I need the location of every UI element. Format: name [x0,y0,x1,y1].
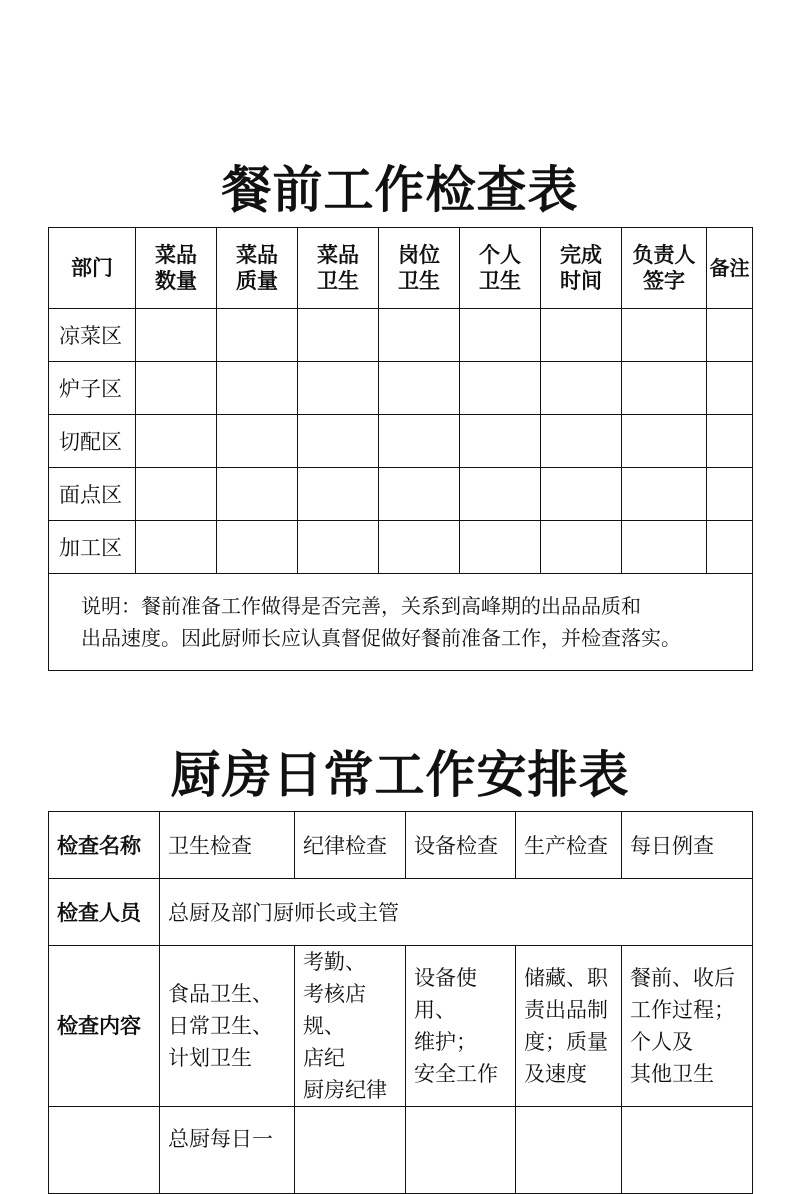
empty-cell[interactable] [460,309,541,362]
empty-cell[interactable] [622,309,707,362]
table-row [49,521,753,574]
row-label: 检查内容 [49,946,160,1107]
empty-cell[interactable] [136,415,217,468]
table-row [49,415,753,468]
header-cell: 菜品 数量 [136,228,217,309]
empty-cell[interactable] [136,362,217,415]
check-name-cell: 设备检查 [406,812,516,879]
empty-cell[interactable] [707,309,753,362]
header-cell: 部门 [49,228,136,309]
row-label [49,1107,160,1194]
empty-cell[interactable] [136,309,217,362]
empty-cell[interactable] [622,362,707,415]
empty-cell[interactable] [541,362,622,415]
empty-cell[interactable] [622,468,707,521]
empty-cell[interactable] [298,309,379,362]
content-cell: 食品卫生、 日常卫生、 计划卫生 [160,946,295,1107]
header-cell: 岗位 卫生 [379,228,460,309]
check-name-cell: 每日例查 [622,812,753,879]
dept-cell: 凉菜区 [49,309,136,362]
empty-cell[interactable] [379,362,460,415]
content-cell: 餐前、收后 工作过程； 个人及 其他卫生 [622,946,753,1107]
empty-cell[interactable] [217,309,298,362]
empty-cell [406,1107,516,1194]
note-line: 出品速度。因此厨师长应认真督促做好餐前准备工作，并检查落实。 [81,626,681,650]
header-cell: 完成 时间 [541,228,622,309]
empty-cell[interactable] [379,468,460,521]
partial-cell: 总厨每日一 [160,1107,295,1194]
empty-cell[interactable] [541,468,622,521]
empty-cell[interactable] [298,362,379,415]
row-label: 检查人员 [49,879,160,946]
empty-cell[interactable] [707,521,753,574]
table-row [49,1107,753,1194]
note-row [49,574,753,671]
dept-cell: 加工区 [49,521,136,574]
page-title-pre-meal-check: 餐前工作检查表 [221,161,579,219]
header-cell: 备注 [707,228,753,309]
empty-cell [295,1107,406,1194]
check-name-cell: 生产检查 [516,812,622,879]
row-label: 检查名称 [49,812,160,879]
empty-cell[interactable] [460,468,541,521]
note-cell [49,574,753,671]
empty-cell[interactable] [298,415,379,468]
empty-cell[interactable] [460,362,541,415]
empty-cell[interactable] [217,468,298,521]
empty-cell[interactable] [298,468,379,521]
empty-cell[interactable] [136,521,217,574]
empty-cell[interactable] [707,468,753,521]
table-header-row [49,228,753,309]
header-cell: 菜品 质量 [217,228,298,309]
page-title-kitchen-schedule: 厨房日常工作安排表 [170,746,630,804]
table-row [49,812,753,879]
empty-cell[interactable] [136,468,217,521]
header-cell: 负责人 签字 [622,228,707,309]
empty-cell[interactable] [379,309,460,362]
empty-cell[interactable] [541,309,622,362]
table-row [49,362,753,415]
header-cell: 个人 卫生 [460,228,541,309]
empty-cell[interactable] [379,521,460,574]
pre-meal-check-table [48,227,753,671]
empty-cell[interactable] [541,415,622,468]
empty-cell[interactable] [217,362,298,415]
empty-cell[interactable] [379,415,460,468]
content-cell: 考勤、 考核店规、 店纪 厨房纪律 [295,946,406,1107]
dept-cell: 切配区 [49,415,136,468]
inspector-cell: 总厨及部门厨师长或主管 [160,879,753,946]
table-row [49,879,753,946]
check-name-cell: 纪律检查 [295,812,406,879]
empty-cell [622,1107,753,1194]
empty-cell[interactable] [707,415,753,468]
empty-cell[interactable] [622,415,707,468]
empty-cell[interactable] [217,521,298,574]
table-row [49,309,753,362]
empty-cell[interactable] [541,521,622,574]
note-line: 说明：餐前准备工作做得是否完善，关系到高峰期的出品品质和 [81,594,641,618]
content-cell: 设备使用、 维护； 安全工作 [406,946,516,1107]
empty-cell [516,1107,622,1194]
empty-cell[interactable] [217,415,298,468]
empty-cell[interactable] [707,362,753,415]
dept-cell: 面点区 [49,468,136,521]
empty-cell[interactable] [460,521,541,574]
empty-cell[interactable] [460,415,541,468]
check-name-cell: 卫生检查 [160,812,295,879]
content-cell: 储藏、职 责出品制 度；质量 及速度 [516,946,622,1107]
empty-cell[interactable] [298,521,379,574]
empty-cell[interactable] [622,521,707,574]
table-row [49,946,753,1107]
dept-cell: 炉子区 [49,362,136,415]
kitchen-schedule-table [48,811,753,1194]
header-cell: 菜品 卫生 [298,228,379,309]
table-row [49,468,753,521]
